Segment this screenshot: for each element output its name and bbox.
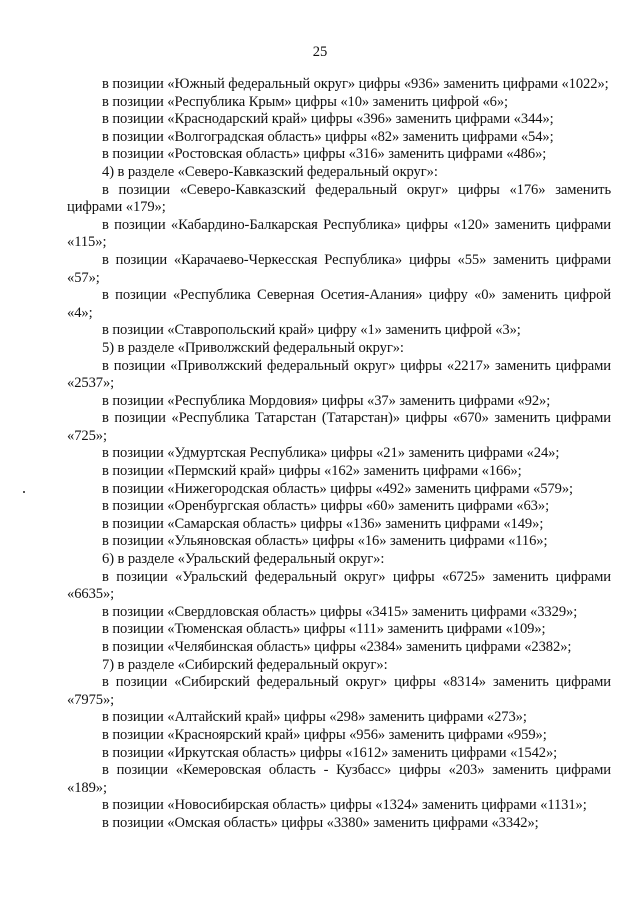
paragraph: в позиции «Свердловская область» цифры «3415» заменить цифрами «3329»; bbox=[102, 603, 578, 620]
paragraph: в позиции «Нижегородская область» цифры «492» заменить цифрами «579»; bbox=[102, 480, 573, 497]
paragraph: в позиции «Оренбургская область» цифры «60» заменить цифрами «63»; bbox=[102, 498, 550, 515]
paragraph: в позиции «Челябинская область» цифры «2384» заменить цифрами «2382»; bbox=[102, 639, 572, 655]
paragraph: в позиции «Тюменская область» цифры «111» заменить цифрами «109»; bbox=[102, 621, 546, 638]
section-heading: 6) в разделе «Уральский федеральный округ»: bbox=[102, 551, 385, 568]
paragraph: в позиции «Ростовская область» цифры «316» заменить цифрами «486»; bbox=[102, 146, 547, 163]
scan-speck bbox=[23, 491, 25, 493]
paragraph: в позиции «Сибирский федеральный округ» цифры «8314» заменить цифрами «7975»; bbox=[67, 674, 611, 708]
section-heading: 4) в разделе «Северо-Кавказский федеральный округ»: bbox=[102, 163, 438, 180]
paragraph: в позиции «Южный федеральный округ» цифры «936» заменить цифрами «1022»; bbox=[102, 76, 609, 92]
paragraph: в позиции «Самарская область» цифры «136» заменить цифрами «149»; bbox=[102, 515, 544, 532]
document-body bbox=[67, 76, 611, 833]
paragraph: в позиции «Республика Северная Осетия-Алания» цифру «0» заменить цифрой «4»; bbox=[67, 287, 611, 321]
paragraph: в позиции «Удмуртская Республика» цифры «21» заменить цифрами «24»; bbox=[102, 445, 560, 462]
paragraph: в позиции «Кабардино-Балкарская Республика» цифры «120» заменить цифрами «115»; bbox=[67, 216, 611, 251]
paragraph: в позиции «Ульяновская область» цифры «16» заменить цифрами «116»; bbox=[102, 533, 548, 550]
paragraph: в позиции «Иркутская область» цифры «1612» заменить цифрами «1542»; bbox=[102, 744, 558, 761]
page-number: 25 bbox=[312, 44, 328, 60]
paragraph: в позиции «Карачаево-Черкесская Республика» цифры «55» заменить цифрами «57»; bbox=[67, 251, 611, 286]
paragraph: в позиции «Красноярский край» цифры «956» заменить цифрами «959»; bbox=[102, 726, 547, 743]
paragraph: в позиции «Республика Татарстан (Татарстан)» цифры «670» заменить цифрами «725»; bbox=[67, 410, 611, 444]
paragraph: в позиции «Приволжский федеральный округ» цифры «2217» заменить цифрами «2537»; bbox=[67, 357, 611, 392]
paragraph: в позиции «Северо-Кавказский федеральный округ» цифры «176» заменить цифрами «179»; bbox=[67, 181, 611, 216]
paragraph: в позиции «Алтайский край» цифры «298» заменить цифрами «273»; bbox=[102, 709, 527, 726]
paragraph: в позиции «Кемеровская область - Кузбасс» цифры «203» заменить цифрами «189»; bbox=[67, 762, 611, 796]
paragraph: в позиции «Краснодарский край» цифры «396» заменить цифрами «344»; bbox=[102, 111, 554, 128]
paragraph: в позиции «Республика Крым» цифры «10» заменить цифрой «6»; bbox=[102, 93, 509, 110]
section-heading: 5) в разделе «Приволжский федеральный округ»: bbox=[102, 339, 404, 356]
paragraph: в позиции «Омская область» цифры «3380» заменить цифрами «3342»; bbox=[102, 814, 539, 831]
paragraph: в позиции «Новосибирская область» цифры «1324» заменить цифрами «1131»; bbox=[102, 797, 587, 814]
paragraph: в позиции «Волгоградская область» цифры «82» заменить цифрами «54»; bbox=[102, 128, 554, 145]
paragraph: в позиции «Пермский край» цифры «162» заменить цифрами «166»; bbox=[102, 463, 522, 480]
section-heading: 7) в разделе «Сибирский федеральный округ»: bbox=[102, 656, 388, 673]
paragraph: в позиции «Ставропольский край» цифру «1» заменить цифрой «3»; bbox=[102, 322, 521, 339]
paragraph: в позиции «Республика Мордовия» цифры «37» заменить цифрами «92»; bbox=[102, 392, 551, 409]
paragraph: в позиции «Уральский федеральный округ» цифры «6725» заменить цифрами «6635»; bbox=[67, 568, 611, 603]
